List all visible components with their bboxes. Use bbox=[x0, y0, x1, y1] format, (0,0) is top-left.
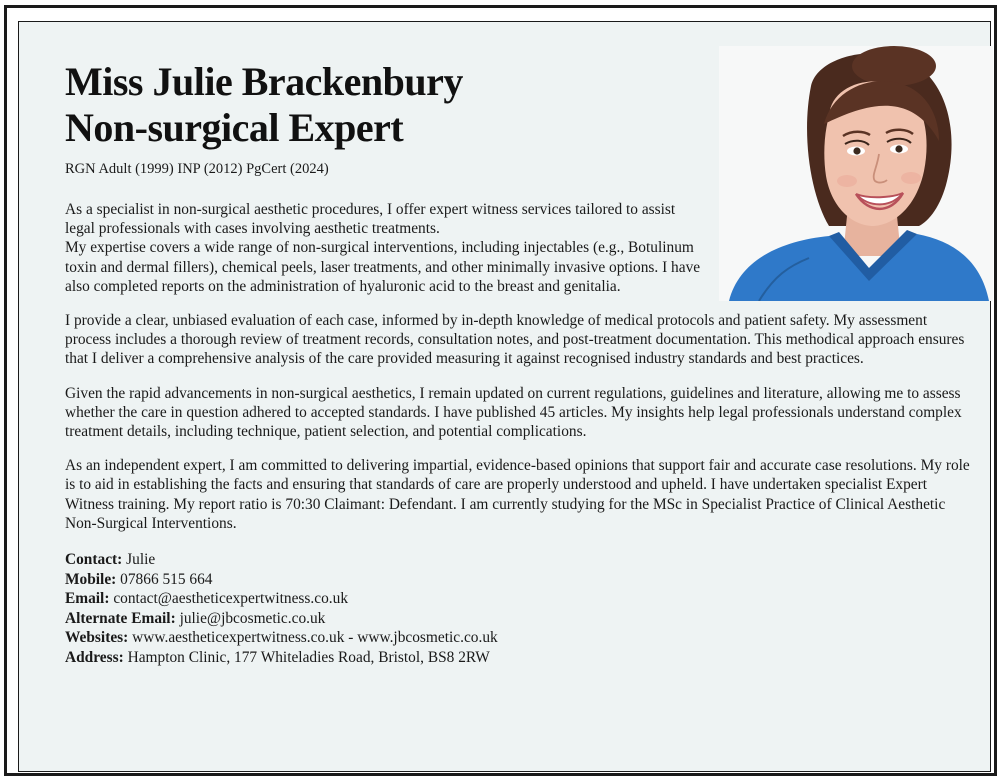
intro-sentence: As a specialist in non-surgical aesthetic procedures, I offer expert witness services tailored to assist legal professionals with cases involving aesthetic treatments. bbox=[65, 201, 676, 238]
mobile-value[interactable]: 07866 515 664 bbox=[120, 570, 213, 588]
alternate-email-link[interactable]: julie@jbcosmetic.co.uk bbox=[179, 609, 326, 627]
address-label: Address: bbox=[65, 649, 124, 667]
websites-links[interactable]: www.aestheticexpertwitness.co.uk - www.jbcosmetic.co.uk bbox=[132, 629, 498, 647]
alternate-email-line bbox=[65, 609, 970, 629]
contact-value: Julie bbox=[126, 551, 156, 569]
role-heading: Non-surgical Expert bbox=[65, 105, 404, 150]
contact-label: Contact: bbox=[65, 551, 123, 569]
advancements-paragraph: Given the rapid advancements in non-surgical aesthetics, I remain updated on current regulations, guidelines and literature, allowing me to assess whether the care in question adhered to accepted standards. I have published 45 articles. My insights help legal professionals understand complex treatment details, including technique, patient selection, and potential complications. bbox=[65, 384, 962, 441]
page-title bbox=[65, 59, 970, 151]
intro-paragraph bbox=[65, 200, 705, 296]
contact-name-line bbox=[65, 550, 970, 570]
expertise-sentence: My expertise covers a wide range of non-surgical interventions, including injectables (e.g., Botulinum toxin and dermal fillers), chemical peels, laser treatments, and other minimally invasive options. I have also completed reports on the administration of hyaluronic acid to the breast and genitalia. bbox=[65, 239, 701, 295]
mobile-label: Mobile: bbox=[65, 570, 117, 588]
address-line bbox=[65, 648, 970, 668]
address-value: Hampton Clinic, 177 Whiteladies Road, Bristol, BS8 2RW bbox=[127, 649, 490, 667]
websites-line bbox=[65, 628, 970, 648]
name-heading: Miss Julie Brackenbury bbox=[65, 59, 463, 104]
mobile-line bbox=[65, 570, 970, 590]
email-line bbox=[65, 589, 970, 609]
alternate-email-label: Alternate Email: bbox=[65, 609, 176, 627]
contact-block bbox=[65, 550, 970, 668]
independence-paragraph: As an independent expert, I am committed to delivering impartial, evidence-based opinions that support fair and accurate case resolutions. My role is to aid in establishing the facts and ensuring that standards of care are properly understood and upheld. I have undertaken specialist Expert Witness training. My report ratio is 70:30 Claimant: Defendant. I am currently studying for the MSc in Specialist Practice of Clinical Aesthetic Non-Surgical Interventions. bbox=[65, 457, 970, 532]
main-content bbox=[65, 59, 970, 668]
qualifications-line: RGN Adult (1999) INP (2012) PgCert (2024) bbox=[65, 161, 329, 177]
websites-label: Websites: bbox=[65, 629, 129, 647]
inner-panel bbox=[18, 21, 991, 772]
email-label: Email: bbox=[65, 590, 110, 608]
outer-border bbox=[4, 5, 997, 776]
email-link[interactable]: contact@aestheticexpertwitness.co.uk bbox=[113, 590, 349, 608]
evaluation-paragraph: I provide a clear, unbiased evaluation of each case, informed by in-depth knowledge of medical protocols and patient safety. My assessment process includes a thorough review of treatment records, consultation notes, and post-treatment documentation. This methodical approach ensures that I deliver a comprehensive analysis of the care provided measuring it against recognised industry standards and best practices. bbox=[65, 312, 965, 368]
